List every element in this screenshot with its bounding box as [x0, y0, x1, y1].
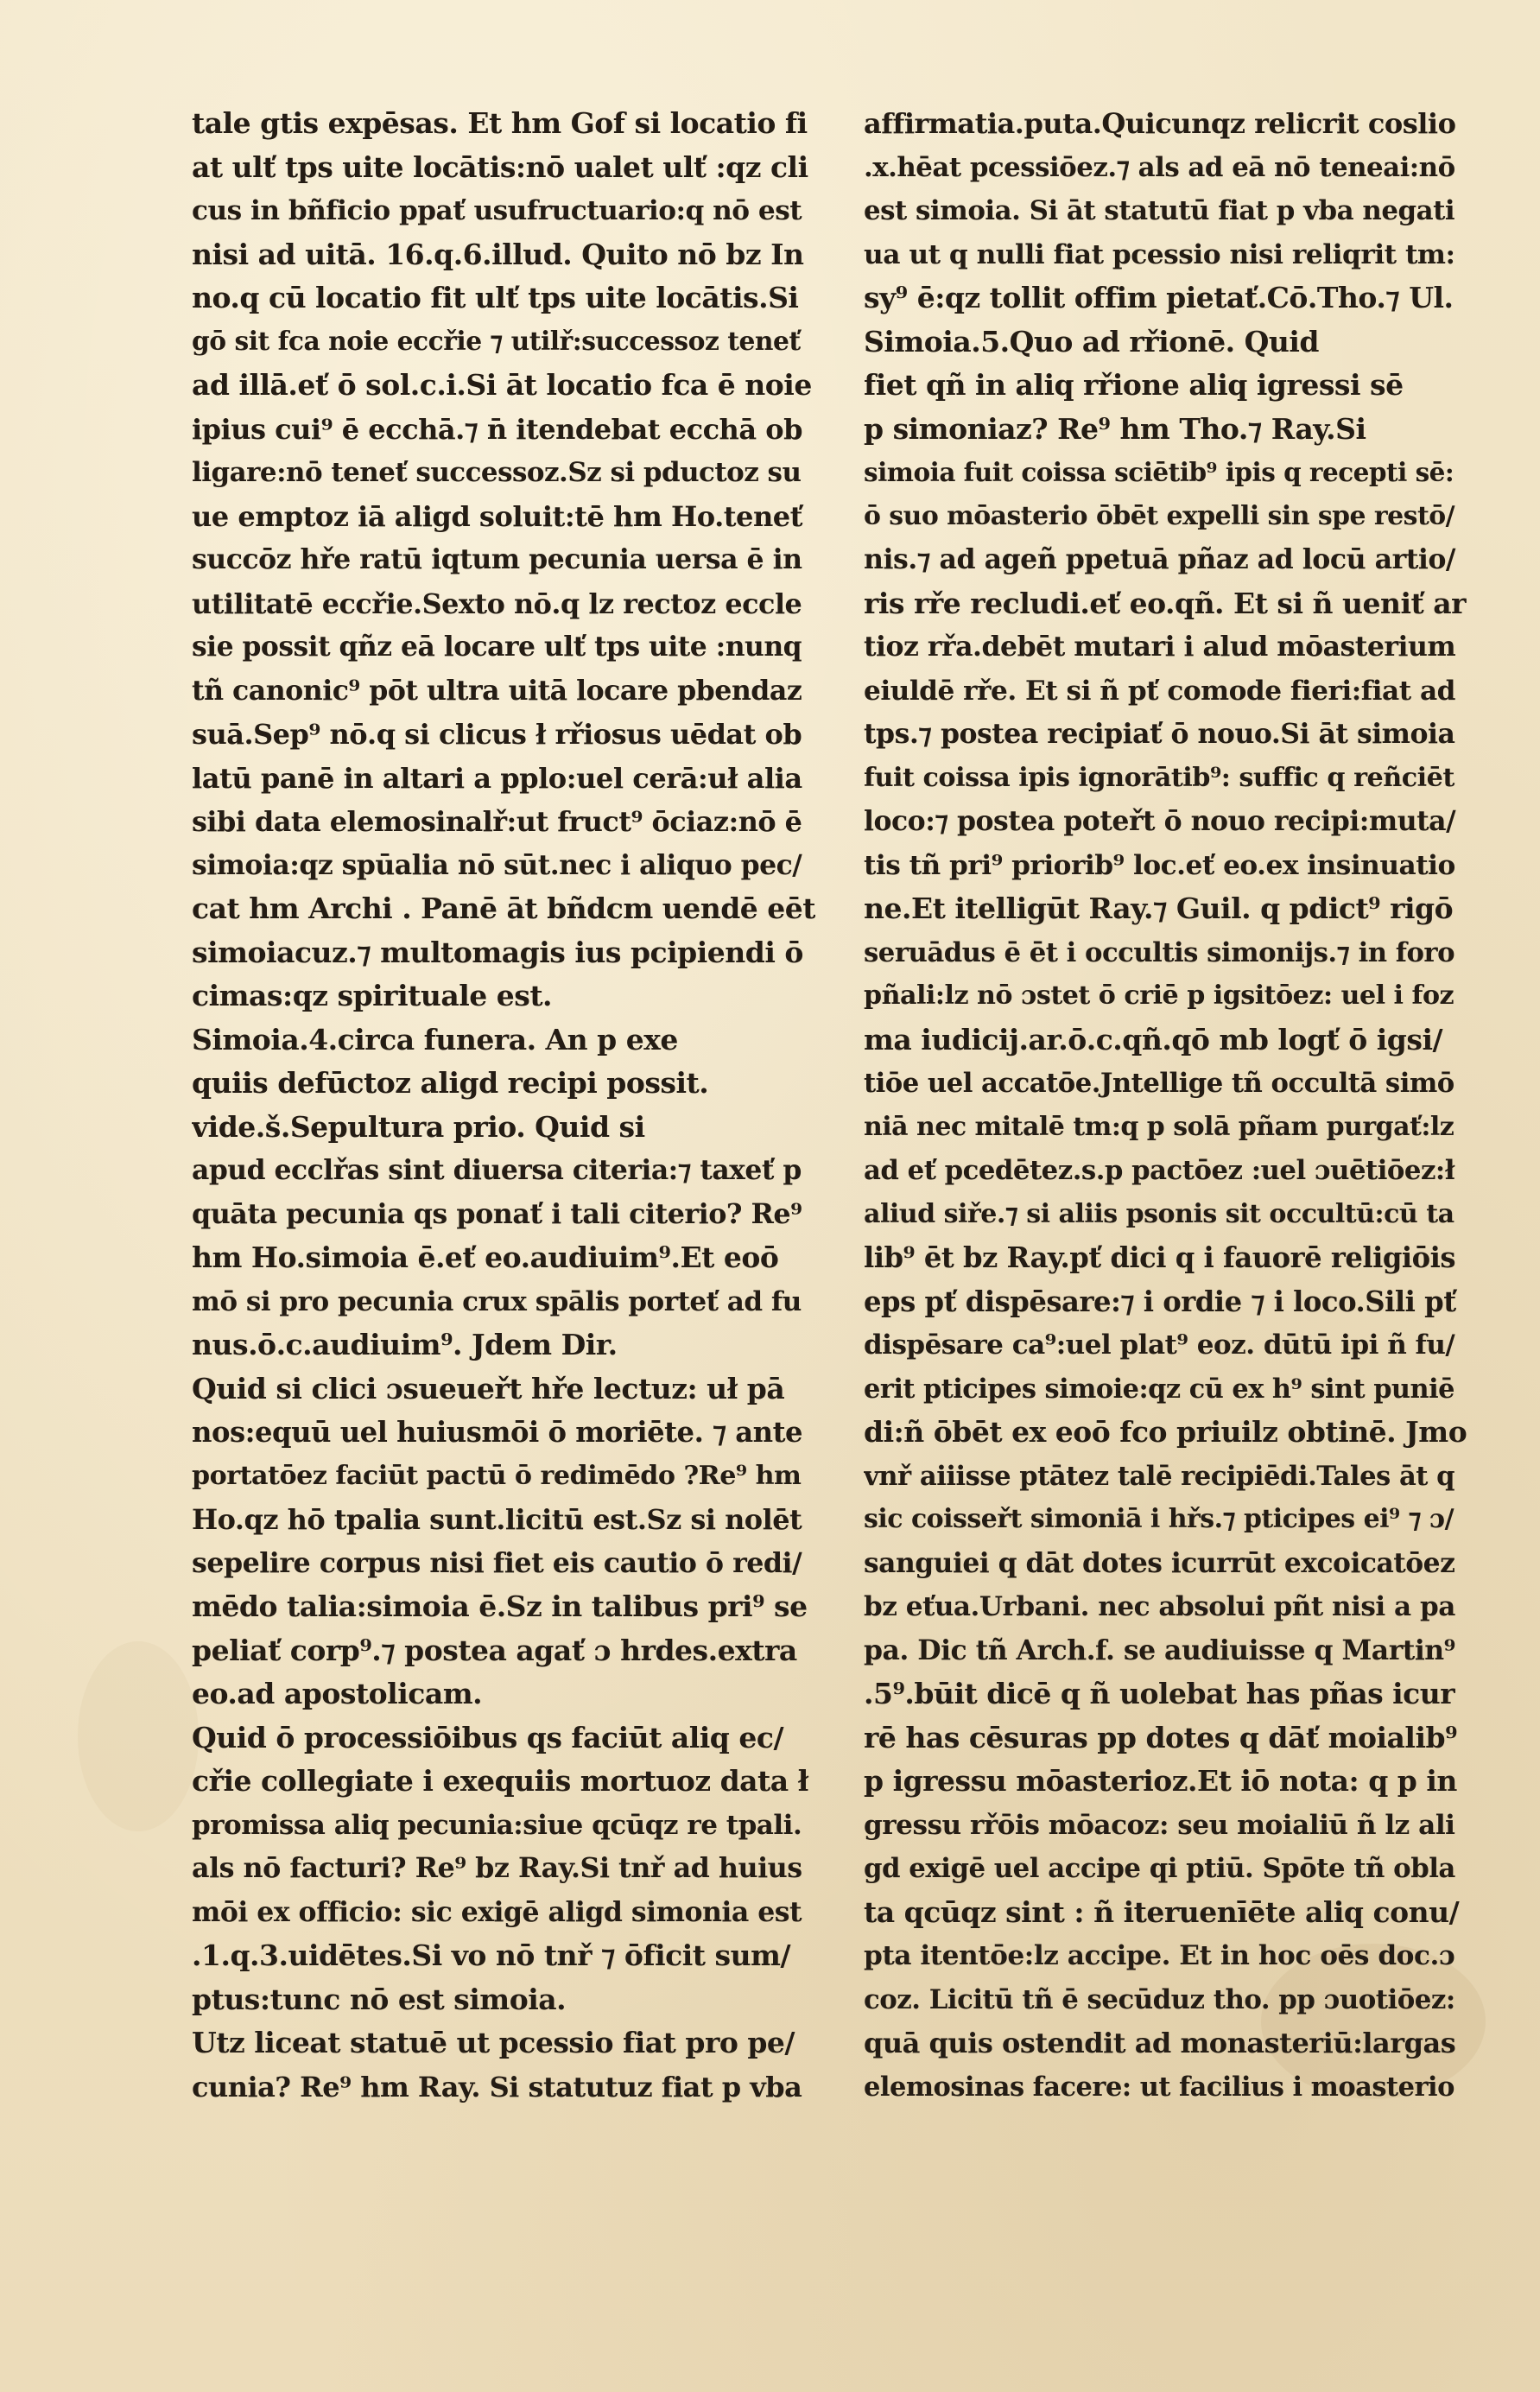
- text-line: promissa aliq pecunia:siue qcūqz re tpali.: [192, 1809, 802, 1841]
- text-line: Utz liceat statuē ut pcessio fiat pro pe/: [192, 2026, 795, 2059]
- text-line: no.q cū locatio fit ulť tps uite locātis.Si: [192, 281, 799, 314]
- text-line: tale gtis expēsas. Et hm Gof si locatio fi: [192, 106, 808, 140]
- text-line: at ulť tps uite locātis:nō ualet ulť :qz cli: [192, 149, 808, 184]
- text-line: ma iudicij.ar.ō.c.qñ.qō mb logť ō igsi/: [864, 1022, 1443, 1056]
- text-line: Ho.qz hō tpalia sunt.licitū est.Sz si nolēt: [192, 1503, 802, 1536]
- text-line: niā nec mitalē tm:q p solā pñam purgať:lz: [864, 1111, 1454, 1142]
- text-line: mēdo talia:simoia ē.Sz in talibus pri⁹ se: [192, 1589, 808, 1623]
- text-line: nisi ad uitā. 16.q.6.illud. Quito nō bz In: [192, 237, 804, 271]
- text-line: sepelire corpus nisi fiet eis cautio ō redi/: [192, 1546, 802, 1579]
- text-line: dispēsare ca⁹:uel plat⁹ eoz. dūtū ipi ñ fu/: [864, 1329, 1455, 1361]
- text-line: ptus:tunc nō est simoia.: [192, 1982, 567, 2016]
- text-line: sic coisseřt simoniā i hřs.⁊ pticipes ei⁹ ⁊ ɔ/: [864, 1504, 1454, 1534]
- text-line: vide.š.Sepultura prio. Quid si: [192, 1109, 645, 1144]
- text-line: tps.⁊ postea recipiať ō nouo.Si āt simoia: [864, 718, 1455, 750]
- text-line: peliať corp⁹.⁊ postea agať ɔ hrdes.extra: [192, 1633, 797, 1667]
- text-line: bz eťua.Urbani. nec absolui pñt nisi a pa: [864, 1591, 1455, 1622]
- text-line: rē has cēsuras pp dotes q dāť moialib⁹: [864, 1720, 1458, 1754]
- text-line: ta qcūqz sint : ñ iteruenīēte aliq conu/: [864, 1894, 1460, 1929]
- text-line: cus in bñficio ppať usufructuario:q nō est: [192, 195, 802, 226]
- text-line: fuit coissa ipis ignorātib⁹: suffic q reñciēt: [864, 762, 1454, 793]
- text-line: gd exigē uel accipe qi ptiū. Spōte tñ obla: [864, 1853, 1455, 1884]
- text-line: affirmatia.puta.Quicunqz relicrit coslio: [864, 107, 1456, 140]
- text-line: hm Ho.simoia ē.eť eo.audiuim⁹.Et eoō: [192, 1240, 779, 1274]
- text-line: Quid ō processiōibus qs faciūt aliq ec/: [192, 1720, 784, 1754]
- text-line: latū panē in altari a pplo:uel cerā:uł alia: [192, 761, 802, 795]
- text-line: succōz hře ratū iqtum pecunia uersa ē in: [192, 543, 802, 575]
- left-text-column: [192, 102, 815, 2109]
- text-line: p igressu mōasterioz.Et iō nota: q p in: [864, 1764, 1457, 1798]
- text-line: mōi ex officio: sic exigē aligd simonia est: [192, 1895, 802, 1928]
- text-line: gressu rřōis mōacoz: seu moialiū ñ lz ali: [864, 1809, 1455, 1841]
- text-line: di:ñ ōbēt ex eoō fco priuilz obtinē. Jmo: [864, 1415, 1467, 1449]
- text-line: sibi data elemosinalř:ut fruct⁹ ōciaz:nō ē: [192, 805, 802, 838]
- text-line: simoia fuit coissa sciētib⁹ ipis q recepti sē:: [864, 457, 1454, 487]
- text-line: eo.ad apostolicam.: [192, 1677, 483, 1710]
- text-line: cat hm Archi . Panē āt bñdcm uendē eēt: [192, 891, 815, 925]
- text-line: .5⁹.būit dicē q ñ uolebat has pñas icur: [864, 1677, 1455, 1710]
- text-line: loco:⁊ postea poteřt ō nouo recipi:muta/: [864, 805, 1456, 837]
- text-line: .x.hēat pcessiōez.⁊ als ad eā nō teneai:nō: [864, 151, 1455, 183]
- text-line: ad eť pcedētez.s.p pactōez :uel ɔuētiōez:ł: [864, 1155, 1455, 1186]
- right-text-column: [864, 102, 1468, 2109]
- text-line: ō suo mōasterio ōbēt expelli sin spe restō/: [864, 500, 1455, 531]
- text-line: apud ecclřas sint diuersa citeria:⁊ taxeť p: [192, 1154, 802, 1186]
- text-line: suā.Sep⁹ nō.q si clicus ł rřiosus uēdat ob: [192, 718, 802, 751]
- text-line: Simoia.5.Quo ad rřionē. Quid: [864, 324, 1319, 358]
- text-line: ris rře recludi.eť eo.qñ. Et si ñ ueniť ar: [864, 586, 1467, 620]
- text-line: tñ canonic⁹ pōt ultra uitā locare pbendaz: [192, 674, 802, 707]
- text-line: ue emptoz iā aligd soluit:tē hm Ho.teneť: [192, 499, 802, 533]
- text-line: tis tñ pri⁹ priorib⁹ loc.eť eo.ex insinuatio: [864, 849, 1455, 881]
- text-line: p simoniaz? Re⁹ hm Tho.⁊ Ray.Si: [864, 411, 1366, 446]
- text-line: quā quis ostendit ad monasteriū:largas: [864, 2027, 1456, 2059]
- text-line: cimas:qz spirituale est.: [192, 979, 553, 1012]
- text-line: elemosinas facere: ut facilius i moasterio: [864, 2071, 1454, 2103]
- text-line: tioz rřa.debēt mutari i alud mōasterium: [864, 631, 1456, 663]
- text-line: seruādus ē ēt i occultis simonijs.⁊ in foro: [864, 936, 1455, 968]
- text-line: gō sit fca noie eccřie ⁊ utilř:successoz teneť: [192, 326, 801, 357]
- text-line: vnř aiiisse ptātez talē recipiēdi.Tales āt q: [864, 1460, 1455, 1492]
- text-line: ne.Et itelligūt Ray.⁊ Guil. q pdict⁹ rigō: [864, 891, 1454, 925]
- paper-stain: [78, 1641, 199, 1831]
- text-line: nis.⁊ ad ageñ ppetuā pñaz ad locū artio/: [864, 543, 1455, 575]
- text-line: mō si pro pecunia crux spālis porteť ad fu: [192, 1285, 802, 1317]
- text-line: eiuldē rře. Et si ñ pť comode fieri:fiat ad: [864, 675, 1455, 707]
- text-line: sy⁹ ē:qz tollit offim pietať.Cō.Tho.⁊ Ul.: [864, 281, 1454, 314]
- text-line: utilitatē eccřie.Sexto nō.q lz rectoz eccle: [192, 587, 802, 620]
- text-line: nos:equū uel huiusmōi ō moriēte. ⁊ ante: [192, 1416, 803, 1449]
- text-line: pta itentōe:lz accipe. Et in hoc oēs doc.ɔ: [864, 1940, 1455, 1971]
- text-line: aliud siře.⁊ si aliis psonis sit occultū:cū ta: [864, 1198, 1454, 1229]
- text-line: Simoia.4.circa funera. An p exe: [192, 1022, 678, 1056]
- text-line: erit pticipes simoie:qz cū ex h⁹ sint puniē: [864, 1373, 1454, 1405]
- text-line: ad illā.eť ō sol.c.i.Si āt locatio fca ē noie: [192, 368, 812, 402]
- text-line: als nō facturi? Re⁹ bz Ray.Si tnř ad huius: [192, 1852, 802, 1884]
- text-line: pñali:lz nō ɔstet ō criē p igsitōez: uel i foz: [864, 980, 1454, 1011]
- text-line: quāta pecunia qs ponať i tali citerio? Re⁹: [192, 1197, 802, 1230]
- text-line: ipius cui⁹ ē ecchā.⁊ n̄ itendebat ecchā ob: [192, 412, 802, 446]
- text-line: ua ut q nulli fiat pcessio nisi reliqrit tm:: [864, 238, 1455, 270]
- text-line: portatōez faciūt pactū ō redimēdo ?Re⁹ hm: [192, 1460, 802, 1491]
- text-line: quiis defūctoz aligd recipi possit.: [192, 1066, 709, 1100]
- text-line: cřie collegiate i exequiis mortuoz data ł: [192, 1764, 808, 1798]
- text-line: simoia:qz spūalia nō sūt.nec i aliquo pec/: [192, 848, 802, 881]
- text-line: tiōe uel accatōe.Jntellige tñ occultā simō: [864, 1068, 1454, 1099]
- text-line: nus.ō.c.audiuim⁹. Jdem Dir.: [192, 1328, 618, 1361]
- text-line: lib⁹ ēt bz Ray.pť dici q i fauorē religiōis: [864, 1241, 1456, 1274]
- text-line: sanguiei q dāt dotes icurrūt excoicatōez: [864, 1547, 1455, 1579]
- text-line: fiet qñ in aliq rřione aliq igressi sē: [864, 368, 1404, 402]
- text-line: ligare:nō teneť successoz.Sz si pductoz su: [192, 457, 802, 488]
- text-line: simoiacuz.⁊ multomagis ius pcipiendi ō: [192, 935, 803, 969]
- text-line: eps pť dispēsare:⁊ i ordie ⁊ i loco.Sili pť: [864, 1285, 1456, 1318]
- text-line: est simoia. Si āt statutū fiat p vba negati: [864, 195, 1455, 226]
- text-line: cunia? Re⁹ hm Ray. Si statutuz fiat p vba: [192, 2070, 802, 2103]
- text-line: coz. Licitū tñ ē secūduz tho. pp ɔuotiōez:: [864, 1983, 1455, 2015]
- text-line: Quid si clici ɔsueueřt hře lectuz: uł pā: [192, 1371, 785, 1405]
- text-line: pa. Dic tñ Arch.f. se audiuisse q Martin⁹: [864, 1634, 1455, 1666]
- text-line: .1.q.3.uidētes.Si vo nō tnř ⁊ ōficit sum/: [192, 1938, 791, 1972]
- text-line: sie possit qñz eā locare ulť tps uite :nunq: [192, 631, 802, 663]
